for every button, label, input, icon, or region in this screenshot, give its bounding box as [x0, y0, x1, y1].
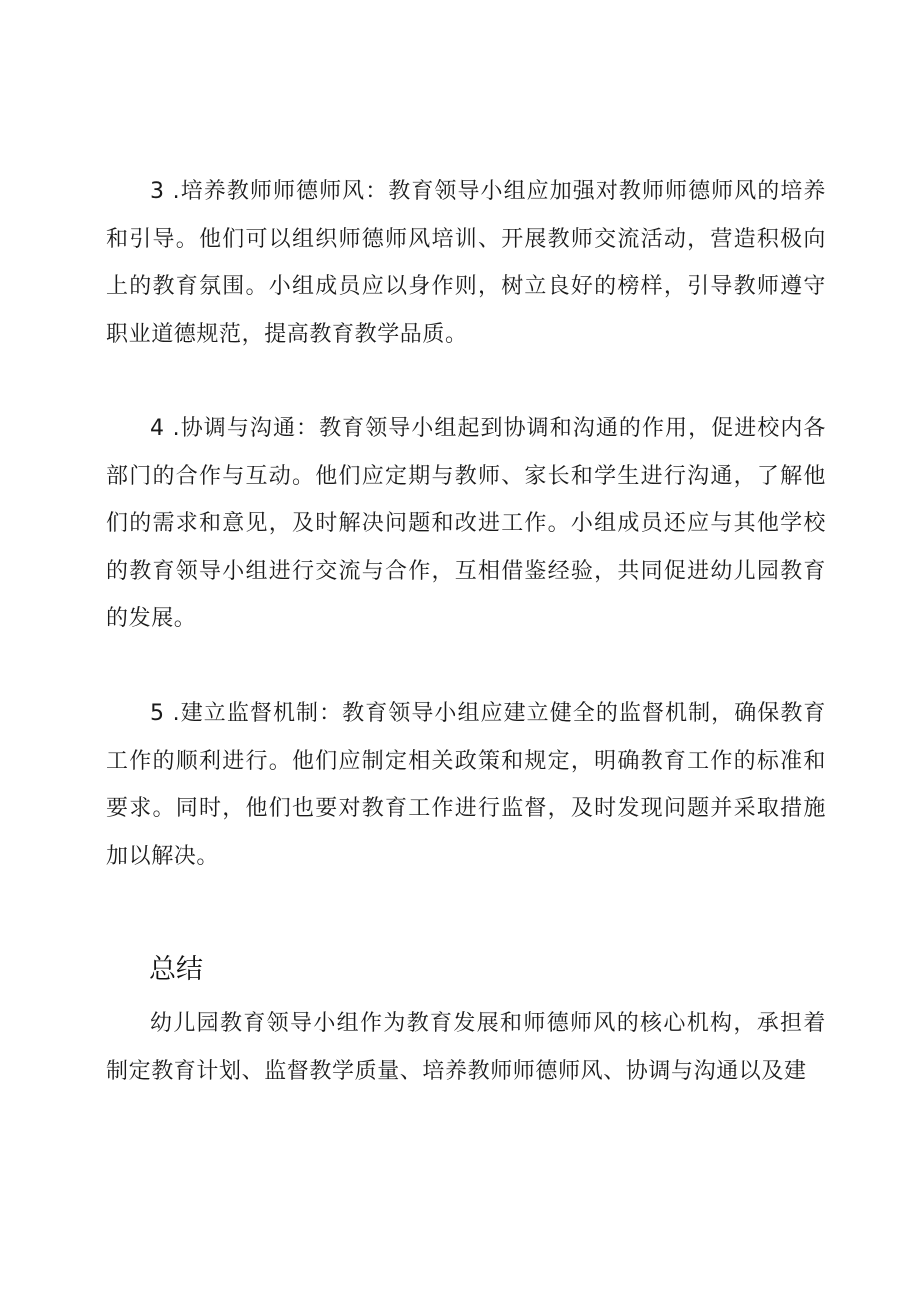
summary-heading: 总结 — [149, 954, 203, 985]
summary-paragraph: 幼儿园教育领导小组作为教育发展和师德师风的核心机构，承担着制定教育计划、监督教学质量、培养教师师德师风、协调与沟通以及建 — [106, 1011, 826, 1084]
paragraph-item-5: 5 .建立监督机制：教育领导小组应建立健全的监督机制，确保教育工作的顺利进行。他们应制定相关政策和规定，明确教育工作的标准和要求。同时，他们也要对教育工作进行监督，及时发现问题并采取措施加以解决。 — [106, 701, 826, 869]
paragraph-item-4: 4 .协调与沟通：教育领导小组起到协调和沟通的作用，促进校内各部门的合作与互动。他们应定期与教师、家长和学生进行沟通，了解他们的需求和意见，及时解决问题和改进工作。小组成员还应与其他学校的教育领导小组进行交流与合作，互相借鉴经验，共同促进幼儿园教育的发展。 — [106, 416, 826, 631]
paragraph-item-3: 3 .培养教师师德师风：教育领导小组应加强对教师师德师风的培养和引导。他们可以组织师德师风培训、开展教师交流活动，营造积极向上的教育氛围。小组成员应以身作则，树立良好的榜样，引导教师遵守职业道德规范，提高教育教学品质。 — [106, 179, 826, 347]
